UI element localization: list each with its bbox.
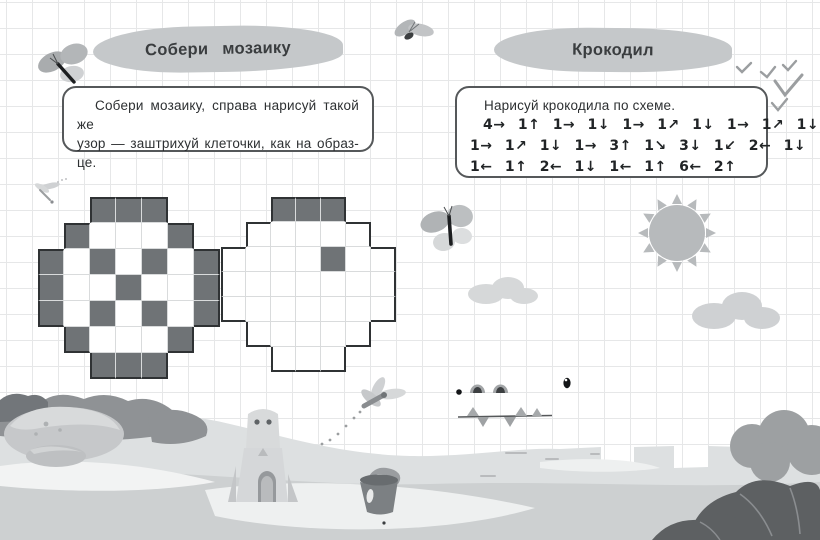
mosaic-cell-filled [194, 249, 220, 275]
mosaic-cell-filled [38, 249, 64, 275]
mosaic-cell-empty [168, 249, 194, 275]
bird-icon [772, 99, 787, 110]
mosaic-cell-filled [90, 353, 116, 379]
mosaic-cell-empty [142, 275, 168, 301]
mosaic-cell-empty [296, 222, 321, 247]
instruction-line: Собери мозаику, справа нарисуй такой же [77, 98, 359, 132]
mosaic-cell-empty [246, 272, 271, 297]
mosaic-cell-filled [321, 247, 346, 272]
beach-scene [0, 390, 820, 540]
crocodile-sketch [440, 360, 580, 430]
mosaic-cell-empty [271, 297, 296, 322]
dragonfly-icon [28, 176, 68, 210]
arrow-scheme [470, 115, 820, 178]
mosaic-cell-empty [321, 297, 346, 322]
mosaic-cell-empty [90, 275, 116, 301]
left-title-bubble [93, 24, 344, 74]
mosaic-cell-filled [90, 197, 116, 223]
mosaic-cell-empty [64, 301, 90, 327]
mosaic-cell-filled [64, 223, 90, 249]
fly-icon [563, 378, 570, 388]
mosaic-cell-empty [321, 272, 346, 297]
mosaic-cell-filled [38, 275, 64, 301]
butterfly-icon [418, 200, 478, 258]
moth-icon [391, 8, 435, 50]
right-page-title: Крокодил [572, 40, 654, 59]
eye-icon [470, 385, 485, 394]
mosaic-cell-empty [296, 297, 321, 322]
mosaic-cell-empty [168, 301, 194, 327]
bird-flock [730, 55, 820, 117]
mosaic-cell-empty [271, 272, 296, 297]
mosaic-cell-empty [346, 247, 371, 272]
mosaic-cell-empty [346, 297, 371, 322]
butterfly-icon [34, 40, 92, 92]
left-page-title: Собери мозаику [144, 38, 292, 59]
mosaic-cell-filled [116, 197, 142, 223]
mosaic-cell-filled [116, 275, 142, 301]
scheme-line: 4→ 1↑ 1→ 1↓ 1→ 1↗ 1↓ 1→ 1↗ 1↓ [483, 117, 820, 133]
mosaic-cell-empty [321, 322, 346, 347]
mosaic-cell-filled [142, 301, 168, 327]
mosaic-cell-filled [168, 223, 194, 249]
bird-icon [783, 61, 796, 70]
mosaic-cell-empty [64, 249, 90, 275]
mosaic-cell-empty [296, 247, 321, 272]
mosaic-cell-empty [346, 322, 371, 347]
mosaic-cell-empty [321, 222, 346, 247]
mosaic-cell-empty [271, 322, 296, 347]
mosaic-cell-filled [168, 327, 194, 353]
mosaic-cell-empty [371, 272, 396, 297]
mosaic-cell-empty [221, 272, 246, 297]
mosaic-cell-empty [221, 297, 246, 322]
mosaic-cell-empty [271, 247, 296, 272]
mosaic-cell-empty [90, 327, 116, 353]
mosaic-cell-empty [346, 272, 371, 297]
mosaic-cell-empty [116, 327, 142, 353]
mosaic-cell-filled [321, 197, 346, 222]
mosaic-cell-filled [142, 353, 168, 379]
mosaic-cell-empty [246, 247, 271, 272]
mosaic-cell-empty [371, 297, 396, 322]
mosaic-cell-empty [296, 347, 321, 372]
mosaic-cell-filled [38, 301, 64, 327]
mosaic-cell-empty [116, 223, 142, 249]
mosaic-cell-empty [246, 222, 271, 247]
mosaic-cell-empty [64, 275, 90, 301]
dragonfly-icon [316, 376, 408, 448]
bush-icon [148, 410, 207, 444]
mosaic-cell-empty [271, 347, 296, 372]
mosaic-cell-filled [142, 249, 168, 275]
mosaic-cell-empty [246, 322, 271, 347]
mosaic-cell-empty [90, 223, 116, 249]
instruction-line: узор — заштрихуй клеточки, как на образ- [77, 136, 359, 151]
mosaic-cell-empty [246, 297, 271, 322]
cloud-icon [690, 288, 782, 332]
right-instruction-box [455, 86, 820, 178]
mosaic-cell-empty [371, 247, 396, 272]
mosaic-sample-grid [38, 197, 220, 379]
teeth-row [458, 407, 552, 427]
mosaic-cell-empty [271, 222, 296, 247]
cloud-icon [466, 274, 540, 306]
mosaic-cell-empty [142, 327, 168, 353]
right-title-bubble [494, 27, 732, 73]
mosaic-cell-empty [221, 247, 246, 272]
instruction-line: це. [77, 155, 97, 170]
left-instruction-box [62, 86, 374, 170]
bird-icon [775, 75, 802, 95]
bird-icon [761, 67, 775, 77]
mosaic-cell-filled [64, 327, 90, 353]
mosaic-cell-empty [321, 347, 346, 372]
mosaic-cell-filled [296, 197, 321, 222]
croc-instruction: Нарисуй крокодила по схеме. [484, 98, 676, 113]
mosaic-cell-empty [168, 275, 194, 301]
mosaic-cell-empty [142, 223, 168, 249]
mosaic-answer-grid [221, 197, 396, 372]
mosaic-cell-empty [116, 249, 142, 275]
nose-dot [456, 389, 462, 395]
mosaic-cell-filled [116, 353, 142, 379]
scheme-line: 1→ 1↗ 1↓ 1→ 3↑ 1↘ 3↓ 1↙ 2← 1↓ [470, 138, 807, 154]
mosaic-cell-filled [194, 275, 220, 301]
mosaic-cell-filled [90, 249, 116, 275]
mosaic-cell-empty [116, 301, 142, 327]
sun-icon [634, 190, 720, 276]
mosaic-cell-filled [271, 197, 296, 222]
mosaic-cell-empty [296, 322, 321, 347]
scheme-line: 1← 1↑ 2← 1↓ 1← 1↑ 6← 2↑ [470, 159, 737, 175]
eye-icon [493, 385, 508, 394]
bird-icon [737, 63, 751, 72]
mosaic-cell-filled [194, 301, 220, 327]
mosaic-cell-empty [346, 222, 371, 247]
mosaic-cell-filled [142, 197, 168, 223]
mosaic-cell-empty [296, 272, 321, 297]
mosaic-cell-filled [90, 301, 116, 327]
